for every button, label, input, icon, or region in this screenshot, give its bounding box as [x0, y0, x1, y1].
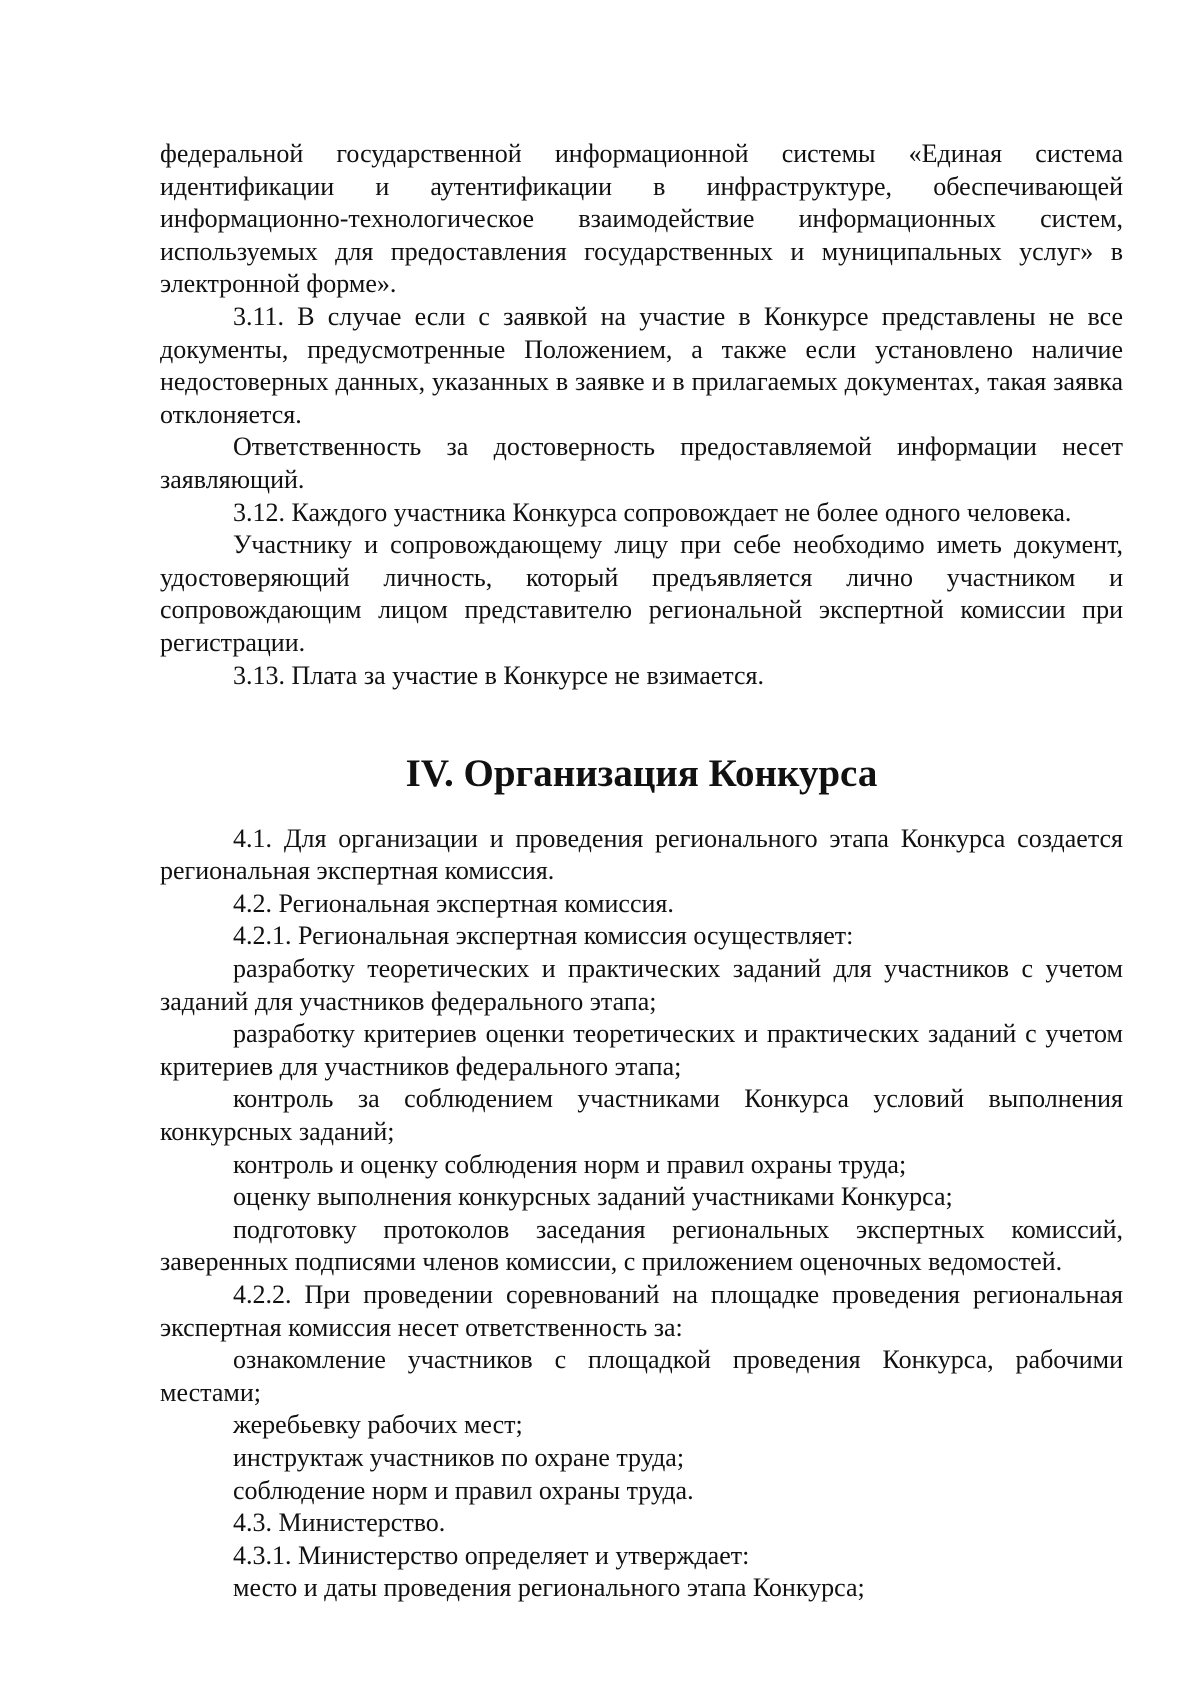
spacer: [160, 791, 1123, 823]
list-item: подготовку протоколов заседания региональных экспертных комиссий, заверенных подписями членов комиссии, с приложением оценочных ведомостей.: [160, 1214, 1123, 1277]
paragraph-documents: Участнику и сопровождающему лицу при себе необходимо иметь документ, удостоверяющий личность, который предъявляется лично участником и сопровождающим лицом представителю региональной экспертной комиссии при регистрации.: [160, 530, 1123, 657]
paragraph-4-2-2: 4.2.2. При проведении соревнований на площадке проведения региональная экспертная комиссия несет ответственность за:: [160, 1280, 1123, 1342]
spacer: [160, 692, 1123, 758]
list-item: оценку выполнения конкурсных заданий участниками Конкурса;: [233, 1182, 953, 1212]
document-page: [160, 138, 1123, 1605]
list-item: контроль за соблюдением участниками Конкурса условий выполнения конкурсных заданий;: [160, 1084, 1123, 1147]
list-item: разработку теоретических и практических заданий для участников с учетом заданий для участников федерального этапа;: [160, 954, 1123, 1016]
list-item: соблюдение норм и правил охраны труда.: [233, 1475, 694, 1505]
paragraph-4-1: 4.1. Для организации и проведения регионального этапа Конкурса создается региональная экспертная комиссия.: [160, 823, 1123, 886]
list-item: место и даты проведения регионального этапа Конкурса;: [233, 1573, 865, 1603]
paragraph-3-11: 3.11. В случае если с заявкой на участие в Конкурсе представлены не все документы, предусмотренные Положением, а также если установлено наличие недостоверных данных, указанных в заявке и в прилагаемых документах, такая заявка отклоняется.: [160, 301, 1123, 429]
section-heading: IV. Организация Конкурса: [405, 752, 878, 796]
paragraph-4-3-1: 4.3.1. Министерство определяет и утверждает:: [233, 1540, 750, 1570]
paragraph-4-2-1: 4.2.1. Региональная экспертная комиссия осуществляет:: [233, 921, 854, 951]
paragraph-3-13: 3.13. Плата за участие в Конкурсе не взимается.: [233, 660, 764, 690]
list-item: контроль и оценку соблюдения норм и правил охраны труда;: [233, 1149, 907, 1179]
paragraph-continuation: федеральной государственной информационной системы «Единая система идентификации и аутентификации в инфраструктуре, обеспечивающей информационно-технологическое взаимодействие информационных систем, используемых для предоставления государственных и муниципальных услуг» в электронной форме».: [160, 139, 1123, 299]
list-item: жеребьевку рабочих мест;: [233, 1410, 523, 1440]
paragraph-responsibility: Ответственность за достоверность предоставляемой информации несет заявляющий.: [160, 432, 1123, 494]
paragraph-4-2: 4.2. Региональная экспертная комиссия.: [233, 888, 674, 918]
list-item: разработку критериев оценки теоретических и практических заданий с учетом критериев для участников федерального этапа;: [160, 1019, 1123, 1081]
list-item: инструктаж участников по охране труда;: [233, 1442, 685, 1472]
paragraph-4-3: 4.3. Министерство.: [233, 1508, 446, 1538]
list-item: ознакомление участников с площадкой проведения Конкурса, рабочими местами;: [160, 1345, 1123, 1407]
paragraph-3-12: 3.12. Каждого участника Конкурса сопровождает не более одного человека.: [233, 497, 1072, 527]
